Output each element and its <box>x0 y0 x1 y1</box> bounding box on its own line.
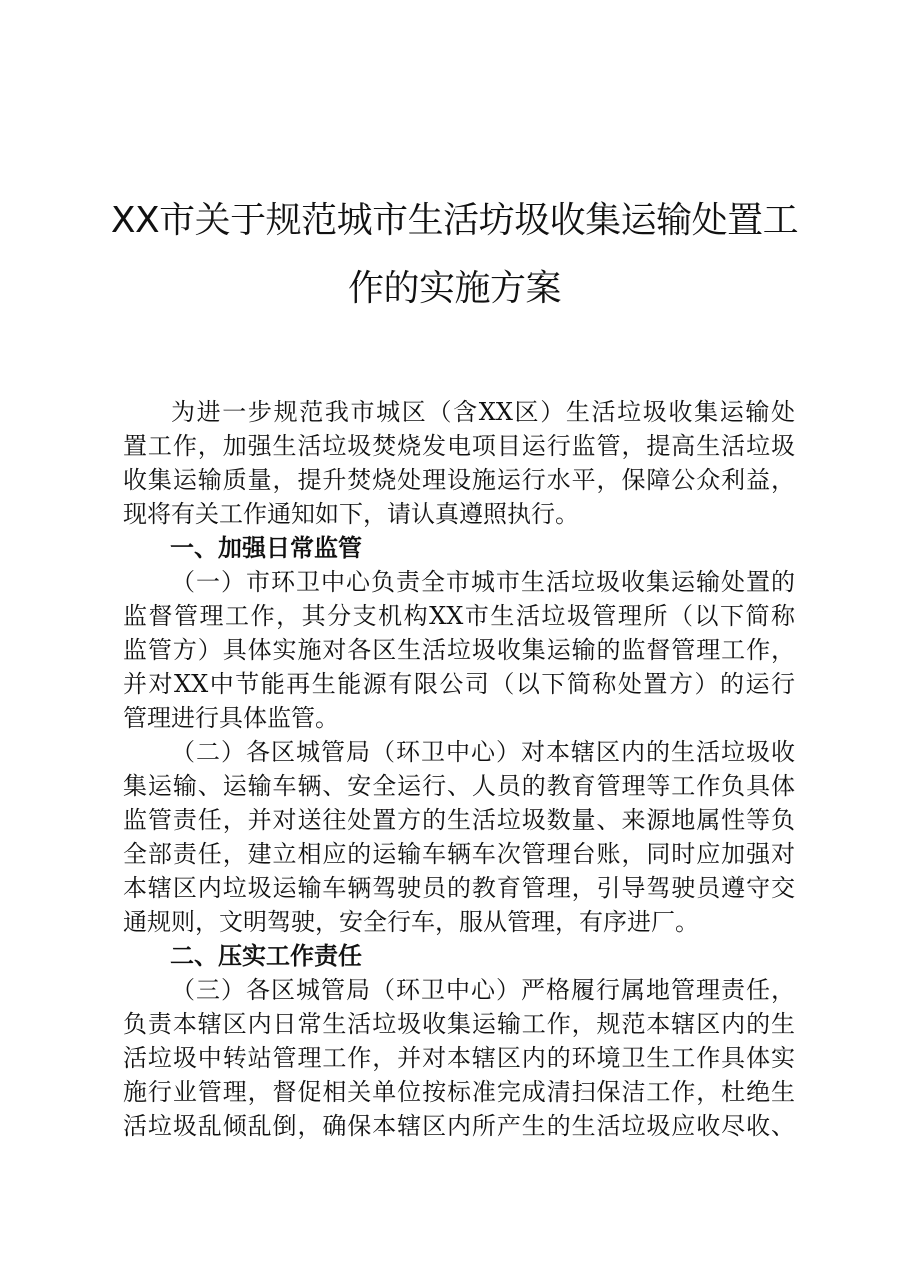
document-title-line-1: XX市关于规范城市生活坊圾收集运输处置工 <box>110 200 799 241</box>
paragraph-line: 施行业管理，督促相关单位按标准完成清扫保洁工作，杜绝生 <box>123 1078 795 1106</box>
paragraph-line: 全部责任，建立相应的运输车辆车次管理台账，同时应加强对 <box>123 840 795 868</box>
paragraph-line: 监管方）具体实施对各区生活垃圾收集运输的监督管理工作， <box>123 636 795 664</box>
paragraph-line: （三）各区城管局（环卫中心）严格履行属地管理责任， <box>171 976 795 1004</box>
paragraph-line: 现将有关工作通知如下，请认真遵照执行。 <box>123 500 579 528</box>
paragraph-line: 置工作，加强生活垃圾焚烧发电项目运行监管，提高生活垃圾 <box>123 432 795 460</box>
paragraph-line: 本辖区内垃圾运输车辆驾驶员的教育管理，引导驾驶员遵守交 <box>123 874 795 902</box>
paragraph-line: 活垃圾中转站管理工作，并对本辖区内的环境卫生工作具体实 <box>123 1044 795 1072</box>
paragraph-line: 通规则，文明驾驶，安全行车，服从管理，有序进厂。 <box>123 908 699 936</box>
paragraph-line: 管理进行具体监管。 <box>123 704 339 732</box>
paragraph-line: 集运输、运输车辆、安全运行、人员的教育管理等工作负具体 <box>123 772 795 800</box>
section-heading: 二、压实工作责任 <box>170 942 362 970</box>
paragraph-line: 活垃圾乱倾乱倒，确保本辖区内所产生的生活垃圾应收尽收、 <box>123 1112 795 1140</box>
paragraph-line: （一）市环卫中心负责全市城市生活垃圾收集运输处置的 <box>171 568 795 596</box>
paragraph-line: （二）各区城管局（环卫中心）对本辖区内的生活垃圾收 <box>171 738 795 766</box>
paragraph-line: 监管责任，并对送往处置方的生活垃圾数量、来源地属性等负 <box>123 806 795 834</box>
paragraph-line: 负责本辖区内日常生活垃圾收集运输工作，规范本辖区内的生 <box>123 1010 795 1038</box>
section-heading: 一、加强日常监管 <box>170 534 362 562</box>
paragraph-line: 收集运输质量，提升焚烧处理设施运行水平，保障公众利益， <box>123 466 795 494</box>
document-title-line-2: 作的实施方案 <box>347 268 561 309</box>
paragraph-line: 监督管理工作，其分支机构XX市生活垃圾管理所（以下简称 <box>123 602 795 630</box>
paragraph-line: 为进一步规范我市城区（含XX区）生活垃圾收集运输处 <box>171 398 795 426</box>
paragraph-line: 并对XX中节能再生能源有限公司（以下简称处置方）的运行 <box>123 670 795 698</box>
